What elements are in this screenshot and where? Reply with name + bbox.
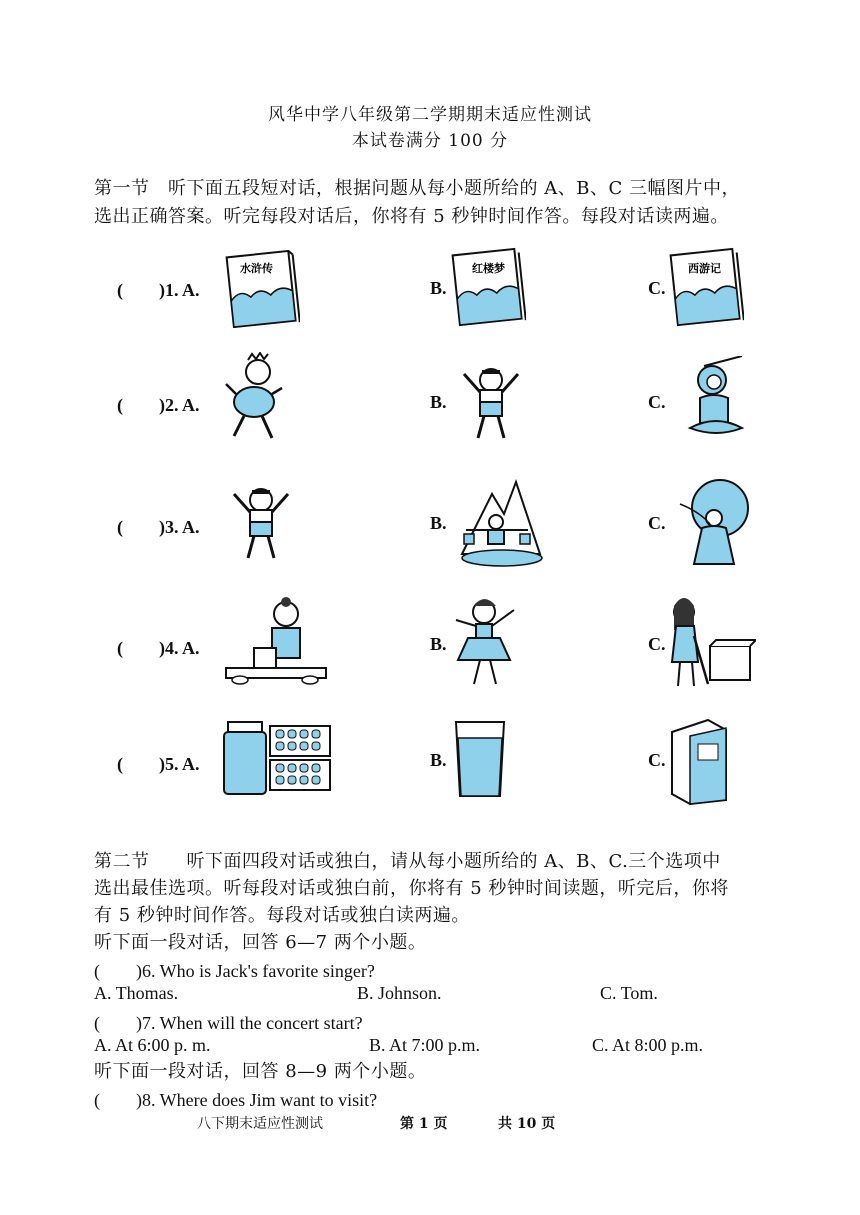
book-shuihuzhuan-image [222,248,300,328]
girl-dancing-image [454,596,522,690]
question-6-stem: ( )6. Who is Jack's favorite singer? [94,961,375,981]
question-7-stem: ( )7. When will the concert start? [94,1013,363,1033]
change-moon-figure-image [674,474,754,572]
question-8-stem: ( )8. Where does Jim want to visit? [94,1090,378,1110]
milk-carton-image [668,716,730,806]
book-a-title: 水浒传 [240,262,273,275]
book-xiyouji-image [666,246,744,328]
zhubajie-figure-image [220,352,290,444]
section2-line2: 选出最佳选项。听每段对话或独白前，你将有 5 秒钟时间读题，听完后，你将 [94,878,729,899]
footer-exam-name: 八下期末适应性测试 [197,1116,323,1132]
footer-page-number: 第 1 页 [400,1116,448,1132]
question-2-label: ( )2. A. [117,395,200,415]
question-7-option-a: A. At 6:00 p. m. [94,1035,211,1055]
listening-intro-6-7: 听下面一段对话，回答 6—7 两个小题。 [94,932,427,953]
question-3-label: ( )3. A. [117,517,200,537]
glass-of-milk-image [452,720,508,798]
girl-cooking-image [222,596,332,690]
section1-line2: 选出正确答案。听完每段对话后，你将有 5 秒钟时间作答。每段对话读两遍。 [94,206,729,227]
nezha-figure-image [222,480,300,566]
book-hongloumeng-image [448,246,526,328]
question-4-option-b: B. [430,634,447,654]
question-2-option-b: B. [430,392,447,412]
medicine-pills-image [222,720,334,796]
question-4-label: ( )4. A. [117,638,200,658]
question-7-option-c: C. At 8:00 p.m. [592,1035,704,1055]
book-c-title: 西游记 [688,262,721,275]
monkey-king-figure-image [680,356,756,442]
mountain-water-figure-image [452,474,548,570]
question-5-label: ( )5. A. [117,754,200,774]
question-4-option-c: C. [648,634,666,654]
question-5-option-b: B. [430,750,447,770]
exam-title: 风华中学八年级第二学期期末适应性测试 [268,105,592,125]
listening-intro-8-9: 听下面一段对话，回答 8—9 两个小题。 [94,1061,427,1082]
question-5-option-c: C. [648,750,666,770]
book-b-title: 红楼梦 [472,262,505,275]
question-1-option-b: B. [430,278,447,298]
question-3-option-b: B. [430,513,447,533]
question-6-option-b: B. Johnson. [357,983,442,1003]
question-1-label: ( )1. A. [117,280,200,300]
woman-cleaning-image [664,596,756,692]
exam-subtitle: 本试卷满分 100 分 [351,131,509,151]
footer-total-pages: 共 10 页 [498,1116,556,1132]
section2-line1: 第二节 听下面四段对话或独白，请从每小题所给的 A、B、C.三个选项中 [94,851,721,872]
question-6-option-a: A. Thomas. [94,983,179,1003]
question-7-option-b: B. At 7:00 p.m. [369,1035,481,1055]
question-2-option-c: C. [648,392,666,412]
nezha-figure-image [452,360,530,444]
question-1-option-c: C. [648,278,666,298]
section1-line1: 第一节 听下面五段短对话，根据问题从每小题所给的 A、B、C 三幅图片中， [94,178,740,199]
question-3-option-c: C. [648,513,666,533]
section2-line3: 有 5 秒钟时间作答。每段对话或独白读两遍。 [94,905,470,926]
question-6-option-c: C. Tom. [600,983,658,1003]
